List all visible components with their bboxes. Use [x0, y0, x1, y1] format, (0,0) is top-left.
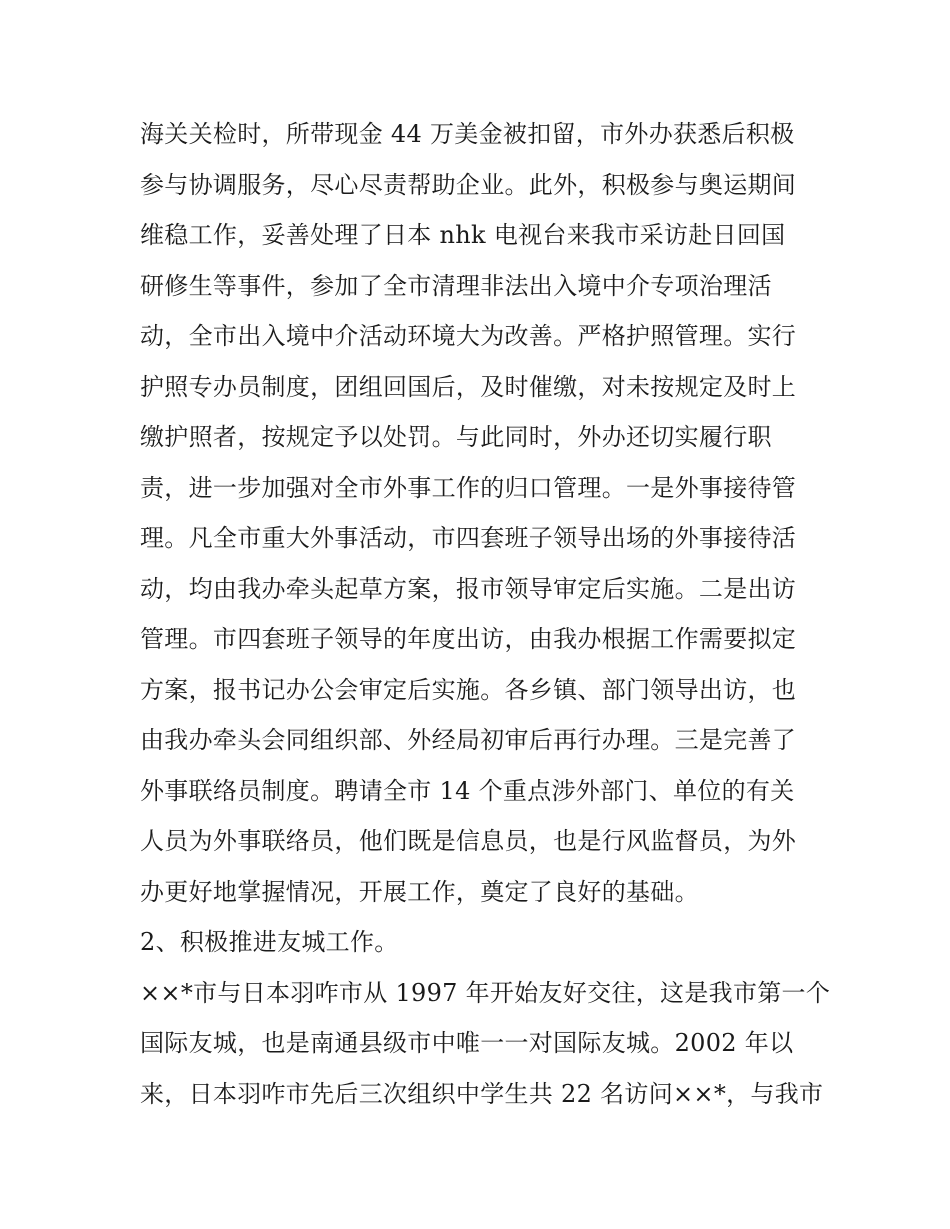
text-line: 缴护照者，按规定予以处罚。与此同时，外办还切实履行职	[140, 423, 772, 451]
text-line: 管理。市四套班子领导的年度出访，由我办根据工作需要拟定	[140, 625, 797, 653]
text-line: 国际友城，也是南通县级市中唯一一对国际友城。2002 年以	[140, 1029, 794, 1057]
text-line: 人员为外事联络员，他们既是信息员，也是行风监督员，为外	[140, 827, 797, 855]
text-line: 办更好地掌握情况，开展工作，奠定了良好的基础。	[140, 877, 699, 906]
text-line: 由我办牵头会同组织部、外经局初审后再行办理。三是完善了	[140, 726, 797, 754]
text-line: 护照专办员制度，团组回国后，及时催缴，对未按规定及时上	[140, 372, 797, 401]
text-line: 外事联络员制度。聘请全市 14 个重点涉外部门、单位的有关	[140, 776, 795, 805]
text-line: 海关关检时，所带现金 44 万美金被扣留，市外办获悉后积极	[140, 120, 795, 148]
document-body	[140, 109, 831, 1119]
text-line: 理。凡全市重大外事活动，市四套班子领导出场的外事接待活	[140, 524, 797, 552]
text-line: ××*市与日本羽咋市从 1997 年开始友好交往，这是我市第一个	[140, 978, 831, 1007]
text-line: 研修生等事件，参加了全市清理非法出入境中介专项治理活	[140, 271, 772, 300]
text-line: 参与协调服务，尽心尽责帮助企业。此外，积极参与奥运期间	[140, 170, 797, 199]
text-line: 动，全市出入境中介活动环境大为改善。严格护照管理。实行	[140, 322, 797, 350]
section-heading: 2、积极推进友城工作。	[140, 928, 399, 956]
text-line: 动，均由我办牵头起草方案，报市领导审定后实施。二是出访	[140, 574, 797, 603]
text-line: 责，进一步加强对全市外事工作的归口管理。一是外事接待管	[140, 473, 797, 502]
text-line: 来，日本羽咋市先后三次组织中学生共 22 名访问××*，与我市	[140, 1079, 824, 1108]
text-line: 维稳工作，妥善处理了日本 nhk 电视台来我市采访赴日回国	[140, 221, 786, 249]
text-line: 方案，报书记办公会审定后实施。各乡镇、部门领导出访，也	[140, 675, 797, 704]
